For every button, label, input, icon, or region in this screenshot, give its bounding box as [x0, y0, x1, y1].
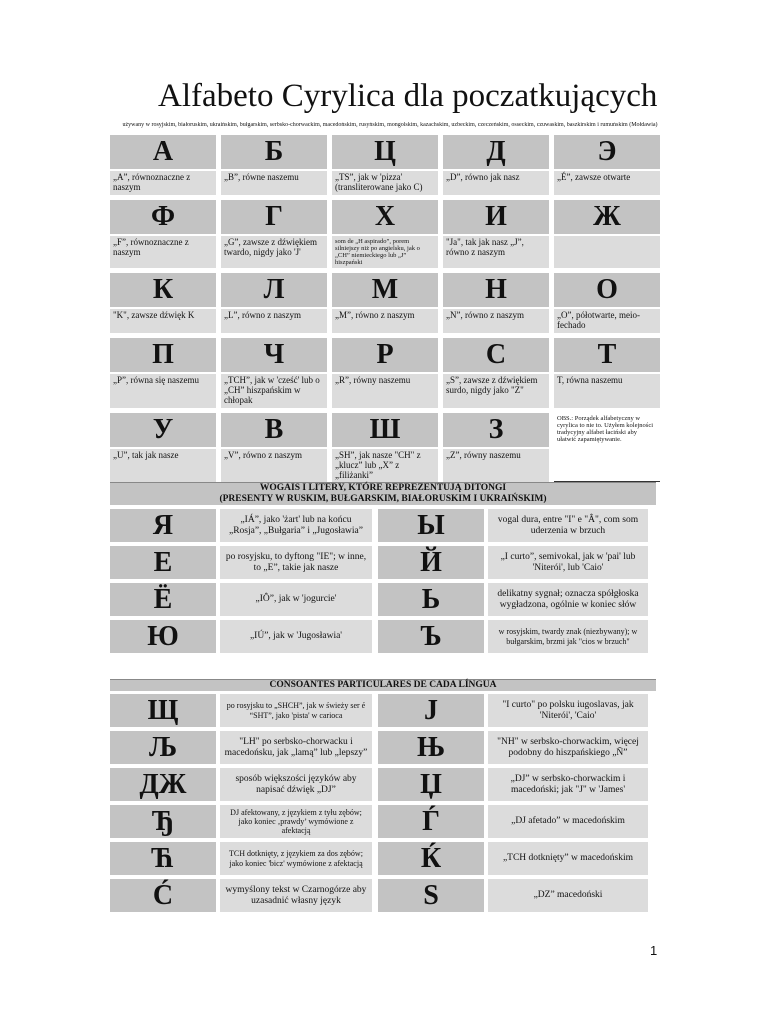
letter-cell: В [221, 413, 327, 447]
letter-cell: Щ [110, 694, 216, 727]
letter-cell: Ч [221, 338, 327, 372]
letter-cell: Ю [110, 620, 216, 653]
letter-description: „P”, równa się naszemu [110, 374, 216, 408]
letter-description: „IÁ”, jako 'żart' lub na końcu „Rosja”, „Bułgaria” i „Jugosławia” [220, 509, 372, 542]
letter-cell: А [110, 135, 216, 169]
letter-cell: S [378, 879, 484, 912]
letter-cell: Е [110, 546, 216, 579]
letter-description: „TCH dotknięty” w macedońskim [488, 842, 648, 875]
letter-description: OBS.: Porządek alfabetyczny w cyrylica to nie to. Użyłem kolejności tradycyjny alfabet łaciński aby ułatwić zapamiętywanie. [554, 413, 660, 483]
letter-description: „F”, równoznaczne z naszym [110, 236, 216, 269]
letter-cell: ДЖ [110, 768, 216, 801]
table-row [110, 768, 656, 801]
letter-description: „B”, równe naszemu [221, 171, 327, 195]
letter-description: po rosyjsku, to dyftong "IE"; w inne, to „E”, takie jak nasze [220, 546, 372, 579]
letter-cell: Ђ [110, 805, 216, 838]
letter-description: "Ja", tak jak nasz „J”, równo z naszym [443, 236, 549, 269]
table-row [110, 731, 656, 764]
letter-description: "I curto" po polsku iugoslavas, jak 'Niterói', 'Caio' [488, 694, 648, 727]
letter-description: po rosyjsku to „SHCH”, jak w świeży ser é “SHT”, jako 'pista' w carioca [220, 694, 372, 727]
letter-cell: Ћ [110, 842, 216, 875]
section1-heading-line2: (PRESENTY W RUSKIM, BUŁGARSKIM, BIAŁORUSKIM I UKRAIŃSKIM) [219, 493, 547, 504]
letter-description: „DJ” w serbsko-chorwackim i macedoński; jak "J" w 'James' [488, 768, 648, 801]
table-row [110, 805, 656, 838]
table-row [110, 620, 656, 653]
letter-description: „A”, równoznaczne z naszym [110, 171, 216, 195]
letter-cell: Ы [378, 509, 484, 542]
letter-cell: Т [554, 338, 660, 372]
letter-description: „V”, równo z naszym [221, 449, 327, 483]
letter-cell: Ь [378, 583, 484, 616]
letter-description: T, równa naszemu [554, 374, 660, 408]
letter-description: „TCH”, jak w 'cześć' lub o „CH” hiszpańskim w chłopak [221, 374, 327, 408]
table-row [110, 509, 656, 542]
letter-cell: Љ [110, 731, 216, 764]
letter-cell: И [443, 200, 549, 234]
section2-table [110, 690, 656, 912]
letter-description: "LH" po serbsko-chorwacku i macedońsku, jak „lamą” lub „lepszy” [220, 731, 372, 764]
letter-description: w rosyjskim, twardy znak (niezbywany); w bułgarskim, brzmi jak "cios w brzuch" [488, 620, 648, 653]
letter-cell: Ш [332, 413, 438, 447]
letter-cell: Ć [110, 879, 216, 912]
letter-description: „IÔ”, jak w 'jogurcie' [220, 583, 372, 616]
letter-description: „DZ” macedoński [488, 879, 648, 912]
letter-cell: Ъ [378, 620, 484, 653]
letter-cell: Я [110, 509, 216, 542]
letter-description: delikatny sygnał; oznacza spółgłoska wygładzona, ogólnie w koniec słów [488, 583, 648, 616]
letter-description: „L”, równo z naszym [221, 309, 327, 333]
table-row [110, 842, 656, 875]
table-row [110, 583, 656, 616]
letter-description: „R”, równy naszemu [332, 374, 438, 408]
page-subtitle: używany w rosyjskim, białoruskim, ukraińskim, bułgarskim, serbsko-chorwackim, macedońskim, rusyńskim, mongolskim, kazachskim, uzbeckim, czeczeńskim, osseckim, czuwaskim, baszkirskim i rumuńskim (Mołdawia) [122, 122, 658, 128]
letter-cell: Ж [554, 200, 660, 234]
section2-heading: CONSOANTES PARTICULARES DE CADA LÍNGUA [110, 679, 656, 691]
letter-description: „U”, tak jak nasze [110, 449, 216, 483]
letter-cell: К [110, 273, 216, 307]
letter-description: „N”, równo z naszym [443, 309, 549, 333]
letter-description: sposób większości języków aby napisać dźwięk „DJ” [220, 768, 372, 801]
letter-description: "K", zawsze dźwięk K [110, 309, 216, 333]
letter-cell: Б [221, 135, 327, 169]
letter-cell: С [443, 338, 549, 372]
page-number: 1 [650, 943, 658, 958]
letter-cell: Й [378, 546, 484, 579]
letter-cell: Г [221, 200, 327, 234]
letter-cell: П [110, 338, 216, 372]
letter-cell: Ф [110, 200, 216, 234]
letter-cell: Ѓ [378, 805, 484, 838]
letter-cell: Ќ [378, 842, 484, 875]
section1-heading [110, 482, 656, 505]
letter-cell: Н [443, 273, 549, 307]
letter-cell: Њ [378, 731, 484, 764]
letter-description: „G”, zawsze z dźwiękiem twardo, nigdy jako 'J' [221, 236, 327, 269]
letter-description: "NH" w serbsko-chorwackim, więcej podobny do hiszpańskiego „Ñ” [488, 731, 648, 764]
letter-description: „SH”, jak nasze "CH" z „klucz” lub „X” z „filiżanki” [332, 449, 438, 483]
letter-description: „TS”, jak w 'pizza' (transliterowane jako C) [332, 171, 438, 195]
letter-description: som de „H aspirado”, porem silniejszy niż po angielsku, jak o „CH” niemieckiego lub „J” hiszpański [332, 236, 438, 269]
letter-description: „Z”, równy naszemu [443, 449, 549, 483]
letter-description: „D”, równo jak nasz [443, 171, 549, 195]
section1-table [110, 505, 656, 653]
page-title: Alfabeto Cyrylica dla poczatkujących [158, 78, 658, 114]
letter-description: TCH dotknięty, z językiem za dos zębów; jako koniec 'bicz' wymówione z afektacją [220, 842, 372, 875]
letter-description: „I curto”, semivokal, jak w 'pai' lub 'Niterói', lub 'Caio' [488, 546, 648, 579]
section1-heading-line1: WOGAIS I LITERY, KTÓRE REPREZENTUJĄ DITONGI [259, 483, 507, 493]
letter-cell: Х [332, 200, 438, 234]
letter-cell: Џ [378, 768, 484, 801]
letter-cell: Ё [110, 583, 216, 616]
letter-cell: Э [554, 135, 660, 169]
letter-cell: Л [221, 273, 327, 307]
letter-cell: Ц [332, 135, 438, 169]
letter-description: „É”, zawsze otwarte [554, 171, 660, 195]
table-row [110, 694, 656, 727]
alphabet-grid [110, 135, 662, 487]
letter-cell: У [110, 413, 216, 447]
table-row [110, 879, 656, 912]
letter-cell: М [332, 273, 438, 307]
letter-description: wymyślony tekst w Czarnogórze aby uzasadnić własny język [220, 879, 372, 912]
letter-cell: J [378, 694, 484, 727]
letter-description: „S”, zawsze z dźwiękiem surdo, nigdy jako "Z" [443, 374, 549, 408]
letter-description [554, 236, 660, 269]
letter-description: „M”, równo z naszym [332, 309, 438, 333]
letter-description: vogal dura, entre "I" e "Â", com som uderzenia w brzuch [488, 509, 648, 542]
letter-cell: Р [332, 338, 438, 372]
letter-cell: З [443, 413, 549, 447]
letter-description: „DJ afetado” w macedońskim [488, 805, 648, 838]
letter-description: „O”, półotwarte, meio-fechado [554, 309, 660, 333]
letter-description: „IÚ”, jak w 'Jugosławia' [220, 620, 372, 653]
letter-cell: Д [443, 135, 549, 169]
letter-cell: О [554, 273, 660, 307]
table-row [110, 546, 656, 579]
letter-description: DJ afektowany, z językiem z tyłu zębów; jako koniec ‚prawdy’ wymówione z afektacją [220, 805, 372, 838]
